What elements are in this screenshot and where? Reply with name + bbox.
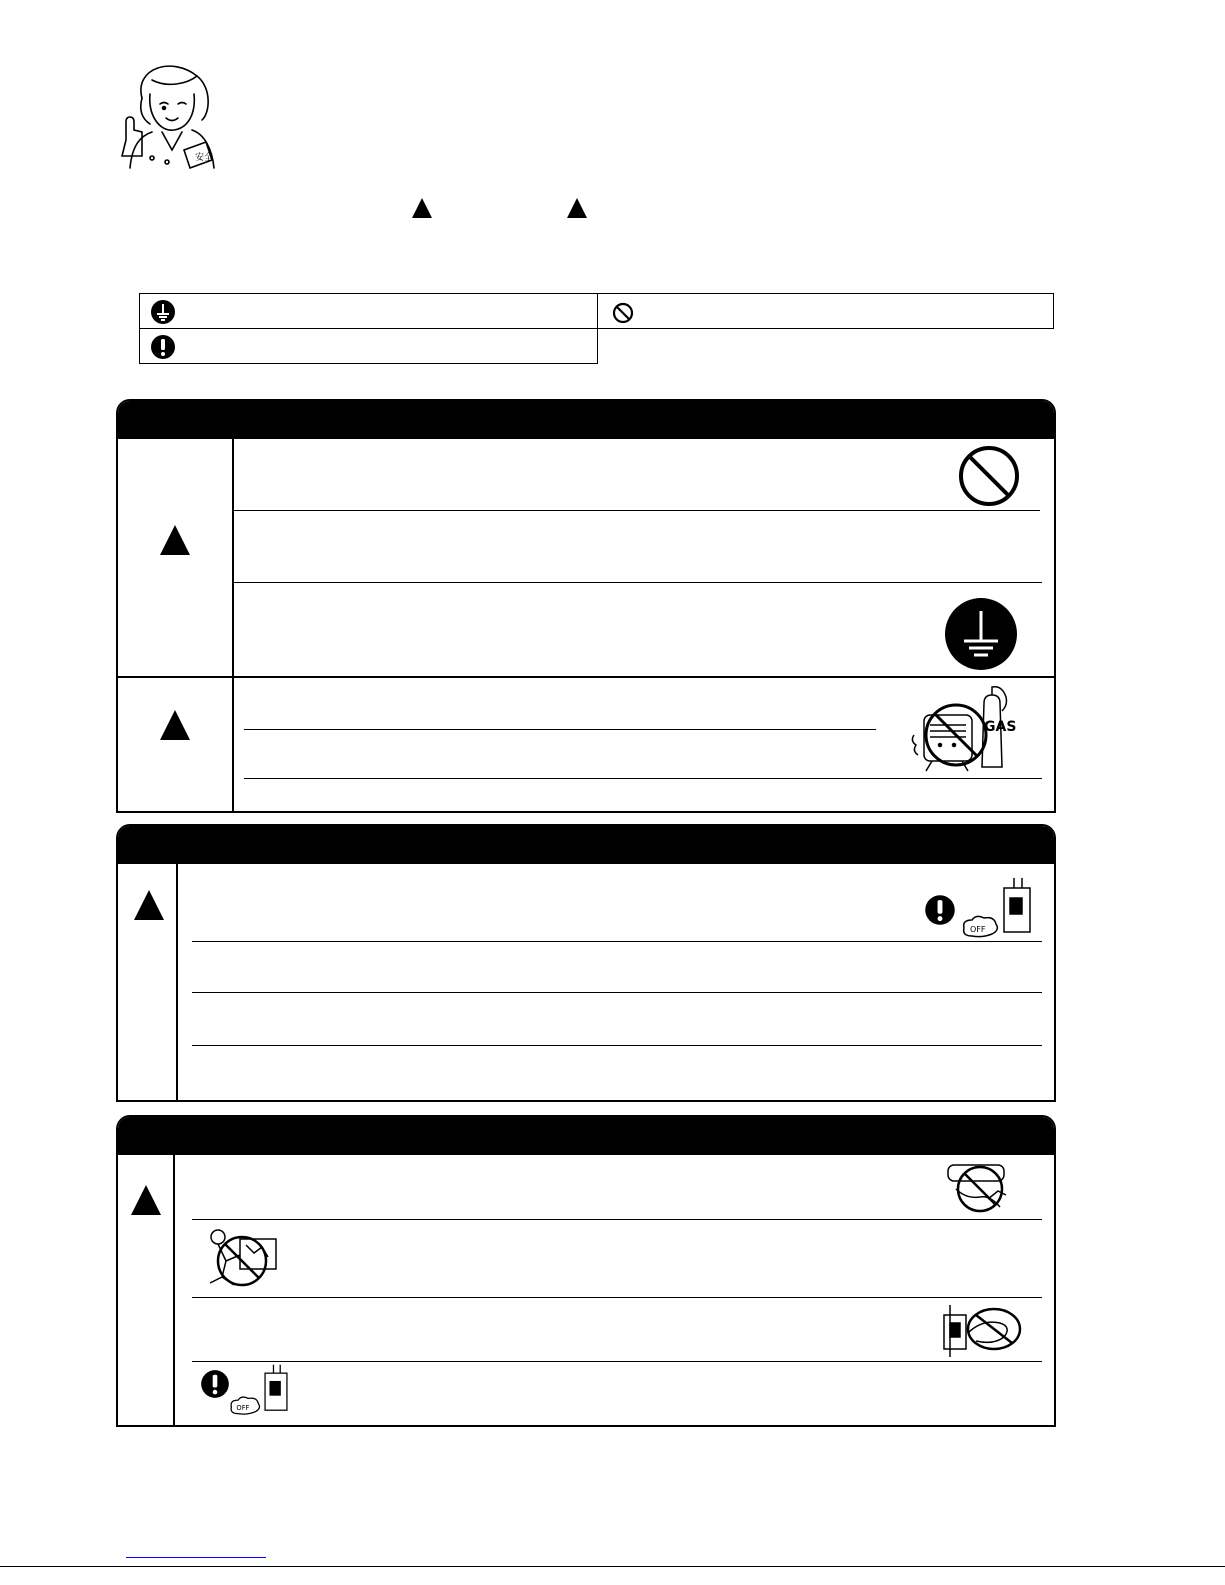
section-1-header-bar — [118, 401, 1054, 439]
section-1-item-divider — [244, 778, 1042, 779]
legend-cell-mandatory — [139, 328, 598, 364]
legend-cell-ground — [139, 293, 598, 329]
section-3-item-divider — [192, 1361, 1042, 1362]
svg-text:OFF: OFF — [970, 925, 986, 934]
prohibition-icon — [612, 302, 634, 324]
svg-text:GAS: GAS — [984, 719, 1017, 735]
footer-link-underline — [126, 1557, 266, 1558]
section-3-column-divider — [173, 1155, 175, 1427]
mandatory-exclamation-icon — [924, 894, 956, 926]
safety-mascot-illustration — [112, 58, 222, 170]
warning-section-2 — [116, 824, 1056, 1102]
section-3-item-divider — [192, 1219, 1042, 1220]
ground-symbol-icon — [944, 597, 1018, 671]
section-2-item-divider — [192, 992, 1042, 993]
warning-triangle-icon — [160, 525, 190, 555]
section-1-item-divider — [244, 729, 876, 730]
section-3-header-bar — [118, 1117, 1054, 1155]
breaker-off-illustration — [228, 1361, 292, 1419]
warning-triangle-icon — [567, 198, 587, 218]
section-3-item-divider — [192, 1297, 1042, 1298]
ground-symbol-icon — [150, 299, 176, 325]
section-2-header-bar — [118, 826, 1054, 864]
no-wet-hands-on-breaker-illustration — [938, 1303, 1030, 1359]
no-hands-in-unit-illustration — [940, 1159, 1020, 1215]
section-1-row-divider — [118, 676, 1056, 678]
section-2-item-divider — [192, 1045, 1042, 1046]
no-gas-near-unit-illustration — [906, 685, 1030, 775]
section-1-column-divider — [232, 439, 234, 813]
warning-triangle-icon — [160, 710, 190, 740]
mandatory-exclamation-icon — [150, 334, 176, 360]
section-1-item-divider — [234, 510, 1040, 511]
breaker-off-illustration — [960, 876, 1036, 940]
no-climbing-on-unit-illustration — [196, 1227, 282, 1291]
warning-triangle-icon — [134, 890, 164, 920]
section-2-item-divider — [192, 941, 1042, 942]
svg-text:OFF: OFF — [236, 1404, 250, 1413]
mandatory-exclamation-icon — [200, 1369, 230, 1399]
section-1-item-divider — [234, 582, 1042, 583]
mascot-card-text: 安全 — [195, 153, 214, 163]
warning-triangle-icon — [131, 1185, 161, 1215]
warning-section-3 — [116, 1115, 1056, 1427]
prohibition-icon — [958, 445, 1020, 507]
warning-triangle-icon — [412, 198, 432, 218]
legend-cell-prohibition — [597, 293, 1054, 329]
warning-section-1 — [116, 399, 1056, 813]
section-2-column-divider — [176, 864, 178, 1102]
footer-rule — [0, 1566, 1225, 1567]
